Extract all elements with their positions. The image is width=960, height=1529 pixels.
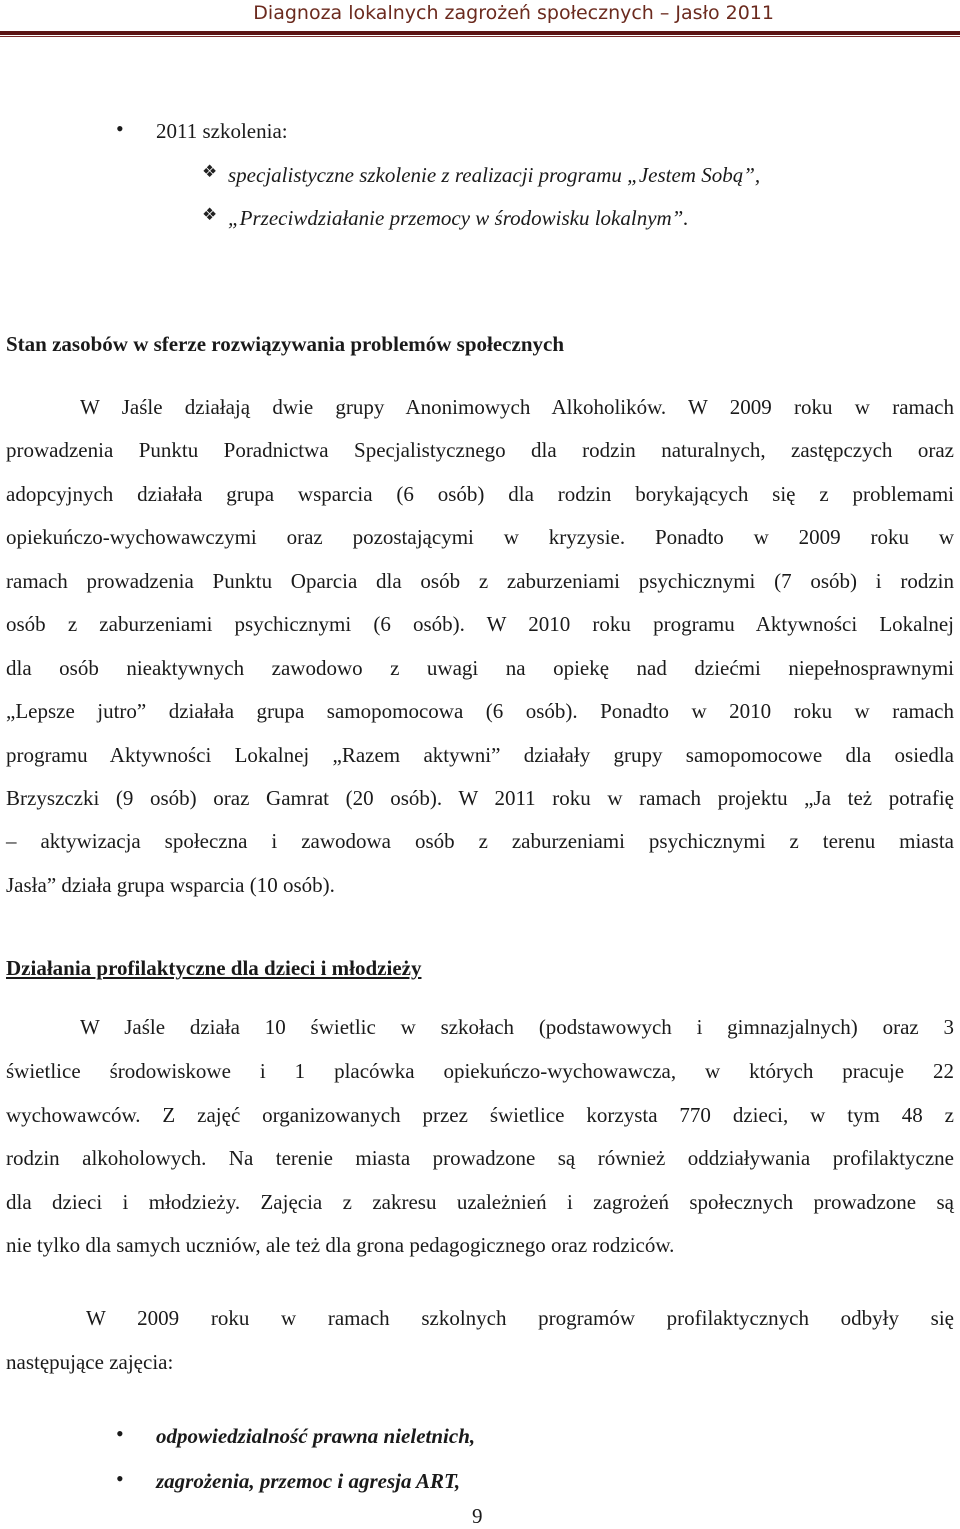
training-year-label: 2011 szkolenia: [156, 119, 288, 143]
paragraph-line: rodzin alkoholowych. Na terenie miasta prowadzone są również oddziaływania profilaktyczne [6, 1146, 954, 1170]
section-heading-prevention: Działania profilaktyczne dla dzieci i młodzieży [6, 956, 422, 980]
paragraph-line: W Jaśle działa 10 świetlic w szkołach (podstawowych i gimnazjalnych) oraz 3 [80, 1015, 954, 1039]
paragraph-line: opiekuńczo-wychowawczymi oraz pozostającymi w kryzysie. Ponadto w 2009 roku w [6, 525, 954, 549]
paragraph-line: wychowawców. Z zajęć organizowanych przez świetlice korzysta 770 dzieci, w tym 48 z [6, 1103, 954, 1127]
bullet-icon: • [116, 116, 124, 141]
paragraph-line: adopcyjnych działała grupa wsparcia (6 osób) dla rodzin borykających się z problemami [6, 482, 954, 506]
paragraph-line: prowadzenia Punktu Poradnictwa Specjalistycznego dla rodzin naturalnych, zastępczych oraz [6, 438, 954, 462]
paragraph-line: – aktywizacja społeczna i zawodowa osób z zaburzeniami psychicznymi z terenu miasta [6, 829, 954, 853]
page-number: 9 [472, 1504, 483, 1528]
running-header: Diagnoza lokalnych zagrożeń społecznych – Jasło 2011 [253, 2, 774, 24]
paragraph-line: „Lepsze jutro” działała grupa samopomocowa (6 osób). Ponadto w 2010 roku w ramach [6, 699, 954, 723]
paragraph-line: W Jaśle działają dwie grupy Anonimowych Alkoholików. W 2009 roku w ramach [80, 395, 954, 419]
training-item: „Przeciwdziałanie przemocy w środowisku lokalnym”. [228, 206, 689, 230]
header-rule [0, 31, 960, 35]
topic-item: odpowiedzialność prawna nieletnich, [156, 1424, 476, 1448]
paragraph-line: programu Aktywności Lokalnej „Razem aktywni” działały grupy samopomocowe dla osiedla [6, 743, 954, 767]
paragraph-line: osób z zaburzeniami psychicznymi (6 osób). W 2010 roku programu Aktywności Lokalnej [6, 612, 954, 636]
paragraph-line: dla dzieci i młodzieży. Zajęcia z zakresu uzależnień i zagrożeń społecznych prowadzone są [6, 1190, 954, 1214]
header-rule-thin [0, 36, 960, 37]
paragraph-line: świetlice środowiskowe i 1 placówka opiekuńczo-wychowawcza, w których pracuje 22 [6, 1059, 954, 1083]
diamond-bullet-icon: ❖ [202, 162, 218, 181]
paragraph-line: następujące zajęcia: [6, 1350, 174, 1374]
paragraph-line: dla osób nieaktywnych zawodowo z uwagi na opiekę nad dziećmi niepełnosprawnymi [6, 656, 954, 680]
paragraph-line: Jasła” działa grupa wsparcia (10 osób). [6, 873, 335, 897]
bullet-icon: • [116, 1466, 124, 1491]
bullet-icon: • [116, 1421, 124, 1446]
diamond-bullet-icon: ❖ [202, 205, 218, 224]
paragraph-line: Brzyszczki (9 osób) oraz Gamrat (20 osób). W 2011 roku w ramach projektu „Ja też potrafię [6, 786, 954, 810]
training-item: specjalistyczne szkolenie z realizacji programu „Jestem Sobą”, [228, 163, 761, 187]
topic-item: zagrożenia, przemoc i agresja ART, [156, 1469, 461, 1493]
paragraph-line: nie tylko dla samych uczniów, ale też dla grona pedagogicznego oraz rodziców. [6, 1233, 675, 1257]
paragraph-line: W 2009 roku w ramach szkolnych programów profilaktycznych odbyły się [86, 1306, 954, 1330]
paragraph-line: ramach prowadzenia Punktu Oparcia dla osób z zaburzeniami psychicznymi (7 osób) i rodzin [6, 569, 954, 593]
section-heading-resources: Stan zasobów w sferze rozwiązywania problemów społecznych [6, 332, 565, 356]
